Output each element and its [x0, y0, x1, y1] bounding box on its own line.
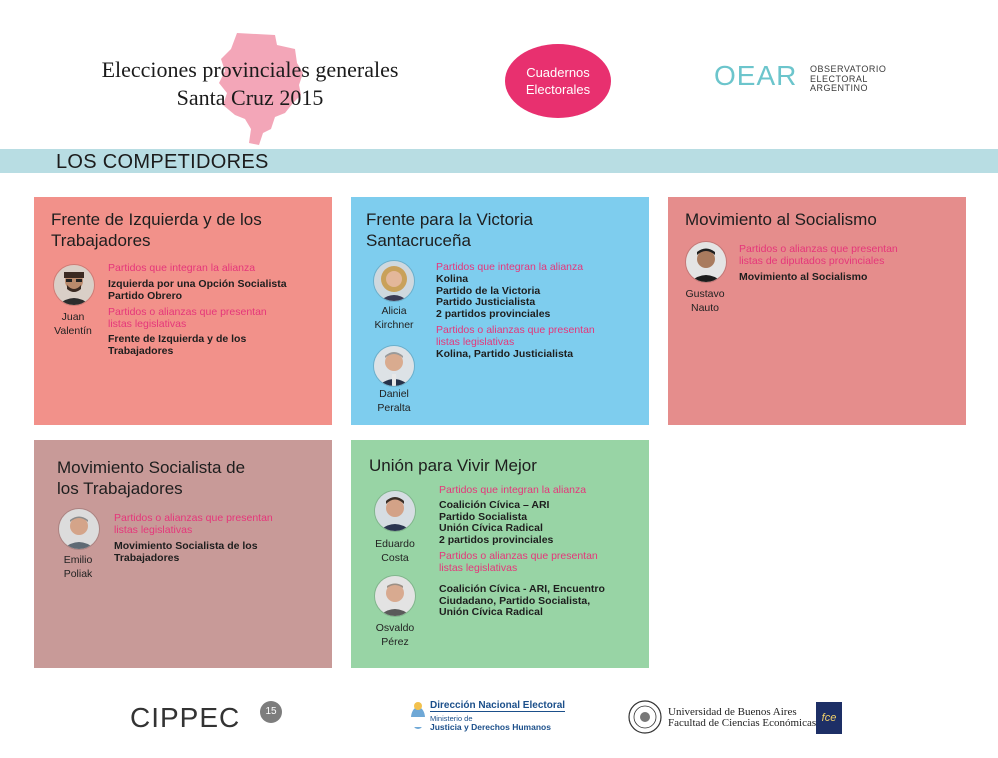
lists-heading-line-2: listas legislativas: [436, 335, 515, 348]
candidate-name: [364, 304, 424, 332]
party-line: Izquierda por una Opción Socialista: [108, 278, 287, 290]
card-title: [51, 209, 262, 251]
candidate-name-line-2: Kirchner: [374, 319, 414, 331]
lists-value-line: Ciudadano, Partido Socialista,: [439, 594, 591, 607]
party-line: 2 partidos provinciales: [439, 533, 554, 546]
candidate-name-line-1: Daniel: [379, 388, 409, 400]
party-line: Partido Justicialista: [436, 296, 536, 308]
candidate-name-line-1: Juan: [61, 311, 85, 323]
lists-heading-line-1: Partidos o alianzas que presentan: [439, 550, 598, 562]
alliance-heading: Partidos que integran la alianza: [436, 261, 584, 273]
lists-heading: [739, 244, 898, 267]
lists-value-line: Unión Cívica Radical: [439, 606, 543, 618]
candidate-name-line-2: Costa: [381, 552, 409, 564]
avatar-gustavo-nauto: [685, 241, 727, 283]
card-mst: [34, 440, 332, 668]
dne-logo: [410, 700, 566, 734]
argentina-coat-of-arms-icon: [410, 701, 426, 731]
alliance-parties: [439, 500, 553, 546]
dne-title: Dirección Nacional Electoral: [430, 700, 566, 711]
candidate-name-line-2: Pérez: [381, 636, 409, 648]
lists-value: [439, 584, 605, 619]
lists-heading-line-2: listas legislativas: [439, 561, 518, 574]
alliance-parties: [436, 274, 550, 320]
cippec-15-badge: 15: [260, 701, 282, 723]
party-line: Partido de la Victoria: [436, 284, 541, 297]
lists-heading-line-1: Partidos o alianzas que presentan: [436, 324, 595, 336]
candidate-name-line-2: Peralta: [377, 402, 411, 414]
lists-heading-line-2: listas legislativas: [114, 523, 193, 536]
candidate-name: [365, 621, 425, 649]
card-fpv: [351, 197, 649, 425]
card-title: Movimiento al Socialismo: [685, 210, 877, 229]
card-uvm: [351, 440, 649, 668]
party-line: Partido Socialista: [439, 510, 528, 523]
alliance-parties: [108, 279, 287, 302]
lists-heading-line-2: listas legislativas: [108, 317, 187, 330]
lists-heading: [114, 513, 273, 536]
candidate-name-line-1: Osvaldo: [375, 622, 415, 634]
card-title-line-1: Movimiento Socialista de: [57, 458, 246, 477]
lists-value-line-2: Trabajadores: [114, 551, 180, 564]
candidate-name: [365, 537, 425, 565]
oear-line-2: ELECTORAL: [810, 73, 868, 84]
oear-text: [810, 65, 886, 94]
cuadernos-electorales-badge[interactable]: [505, 44, 611, 118]
lists-value: Movimiento al Socialismo: [739, 271, 868, 283]
party-line: Coalición Cívica – ARI: [439, 499, 550, 511]
card-title-line-2: Santacruceña: [366, 231, 471, 250]
lists-value: [114, 541, 258, 564]
candidate-name-line-1: Gustavo: [685, 288, 725, 300]
lists-heading-line-1: Partidos o alianzas que presentan: [108, 306, 267, 318]
dne-subtitle-1: Ministerio de: [430, 714, 473, 723]
card-title: [57, 457, 245, 499]
lists-heading-line-1: Partidos o alianzas que presentan: [739, 243, 898, 255]
oear-logo: [714, 60, 914, 96]
avatar-emilio-poliak: [58, 508, 100, 550]
candidate-name-line-2: Poliak: [63, 568, 93, 580]
lists-heading: [108, 307, 267, 330]
party-line: Unión Cívica Radical: [439, 522, 543, 534]
card-fit: [34, 197, 332, 425]
candidate-name-line-2: Valentín: [54, 325, 92, 337]
party-line: Partido Obrero: [108, 289, 183, 302]
candidate-name-line-2: Nauto: [690, 302, 720, 314]
cuadernos-line-2: Electorales: [525, 82, 591, 97]
title-line-1: Elecciones provinciales generales: [101, 57, 399, 82]
card-title-line-2: los Trabajadores: [57, 479, 183, 498]
avatar-alicia-kirchner: [373, 260, 415, 302]
title-line-2: Santa Cruz 2015: [176, 85, 324, 110]
party-line: Kolina: [436, 273, 469, 285]
lists-heading-line-2: listas de diputados provinciales: [739, 254, 885, 267]
avatar-eduardo-costa: [374, 490, 416, 532]
uba-line-2: Facultad de Ciencias Económicas: [668, 717, 817, 729]
oear-line-1: OBSERVATORIO: [810, 64, 887, 74]
lists-value: Kolina, Partido Justicialista: [436, 348, 574, 360]
candidate-name-line-1: Alicia: [381, 305, 407, 317]
candidate-name: [43, 310, 103, 338]
fce-logo: fce: [816, 702, 842, 734]
alliance-heading: Partidos que integran la alianza: [108, 262, 256, 274]
lists-value-line-2: Trabajadores: [108, 344, 174, 357]
candidate-name: [48, 553, 108, 581]
lists-heading-line-1: Partidos o alianzas que presentan: [114, 512, 273, 524]
card-title: [366, 209, 533, 251]
uba-fce-logo: [628, 700, 848, 736]
lists-value: [108, 334, 246, 357]
avatar-daniel-peralta: [373, 345, 415, 387]
lists-heading: [436, 325, 595, 348]
avatar-juan-valentin: [53, 264, 95, 306]
party-line: 2 partidos provinciales: [436, 307, 551, 320]
header-title-block: [60, 55, 440, 115]
card-mas: [668, 197, 966, 425]
candidate-name-line-1: Eduardo: [375, 538, 415, 550]
cippec-logo: [130, 700, 290, 740]
card-title-line-1: Frente de Izquierda y de los: [51, 210, 262, 229]
section-title: LOS COMPETIDORES: [56, 151, 269, 173]
lists-value-line: Coalición Cívica - ARI, Encuentro: [439, 583, 605, 595]
oear-line-3: ARGENTINO: [810, 83, 869, 93]
cippec-text: CIPPEC: [130, 702, 241, 733]
candidate-name: [364, 387, 424, 415]
card-title: Unión para Vivir Mejor: [369, 456, 537, 475]
lists-value-line-1: Frente de Izquierda y de los: [108, 333, 247, 345]
uba-seal-icon: [628, 700, 662, 734]
oear-mark: OEAR: [714, 60, 798, 91]
card-title-line-2: Trabajadores: [51, 231, 151, 250]
dne-subtitle-2: Justicia y Derechos Humanos: [430, 722, 551, 732]
alliance-heading: Partidos que integran la alianza: [439, 484, 587, 496]
card-title-line-1: Frente para la Victoria: [366, 210, 533, 229]
lists-value-line-1: Movimiento Socialista de los: [114, 540, 258, 552]
candidate-name: [675, 287, 735, 315]
cuadernos-line-1: Cuadernos: [526, 65, 590, 80]
avatar-osvaldo-perez: [374, 575, 416, 617]
lists-heading: [439, 551, 598, 574]
uba-line-1: Universidad de Buenos Aires: [668, 706, 797, 718]
candidate-name-line-1: Emilio: [63, 554, 93, 566]
